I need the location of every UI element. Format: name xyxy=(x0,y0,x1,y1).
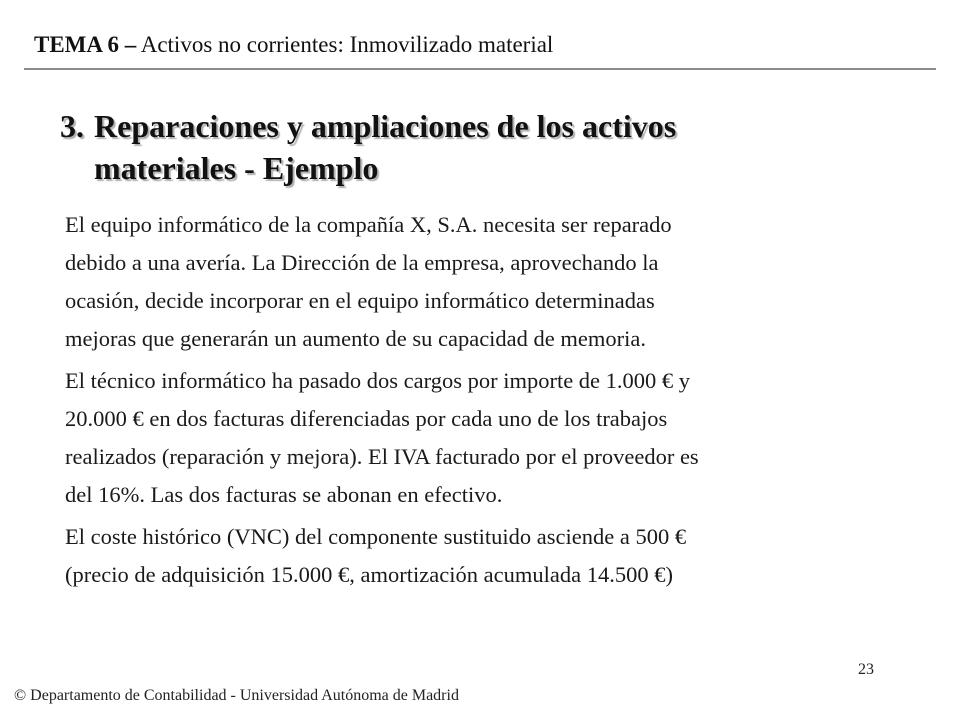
paragraph-1 xyxy=(65,206,905,358)
paragraph-line: (precio de adquisición 15.000 €, amortización acumulada 14.500 €) xyxy=(65,562,673,587)
paragraph-3 xyxy=(65,518,905,594)
slide-heading xyxy=(60,105,920,189)
heading-number: 3. xyxy=(60,108,84,144)
paragraph-line: realizados (reparación y mejora). El IVA facturado por el proveedor es xyxy=(65,444,699,469)
paragraph-2 xyxy=(65,362,905,514)
paragraph-line: mejoras que generarán un aumento de su capacidad de memoria. xyxy=(65,326,647,351)
paragraph-line: del 16%. Las dos facturas se abonan en efectivo. xyxy=(65,482,503,507)
footer-copyright: © Departamento de Contabilidad - Universidad Autónoma de Madrid xyxy=(14,687,459,704)
header-tema-title: Activos no corrientes: Inmovilizado material xyxy=(140,32,554,57)
paragraph-line: ocasión, decide incorporar en el equipo informático determinadas xyxy=(65,288,655,313)
heading-line-1: Reparaciones y ampliaciones de los activos xyxy=(94,108,677,144)
header-tema-label: TEMA 6 – xyxy=(34,32,137,57)
header-divider xyxy=(24,68,936,70)
paragraph-line: El coste histórico (VNC) del componente sustituido asciende a 500 € xyxy=(65,524,687,549)
heading-line-2: materiales - Ejemplo xyxy=(94,150,379,186)
page-number: 23 xyxy=(858,661,874,678)
slide-body xyxy=(65,206,905,598)
paragraph-line: El técnico informático ha pasado dos cargos por importe de 1.000 € y xyxy=(65,368,691,393)
paragraph-line: 20.000 € en dos facturas diferenciadas por cada uno de los trabajos xyxy=(65,406,668,431)
header-title xyxy=(34,30,553,60)
slide-header xyxy=(0,0,960,72)
paragraph-line: El equipo informático de la compañía X, S.A. necesita ser reparado xyxy=(65,212,672,237)
paragraph-line: debido a una avería. La Dirección de la empresa, aprovechando la xyxy=(65,250,659,275)
